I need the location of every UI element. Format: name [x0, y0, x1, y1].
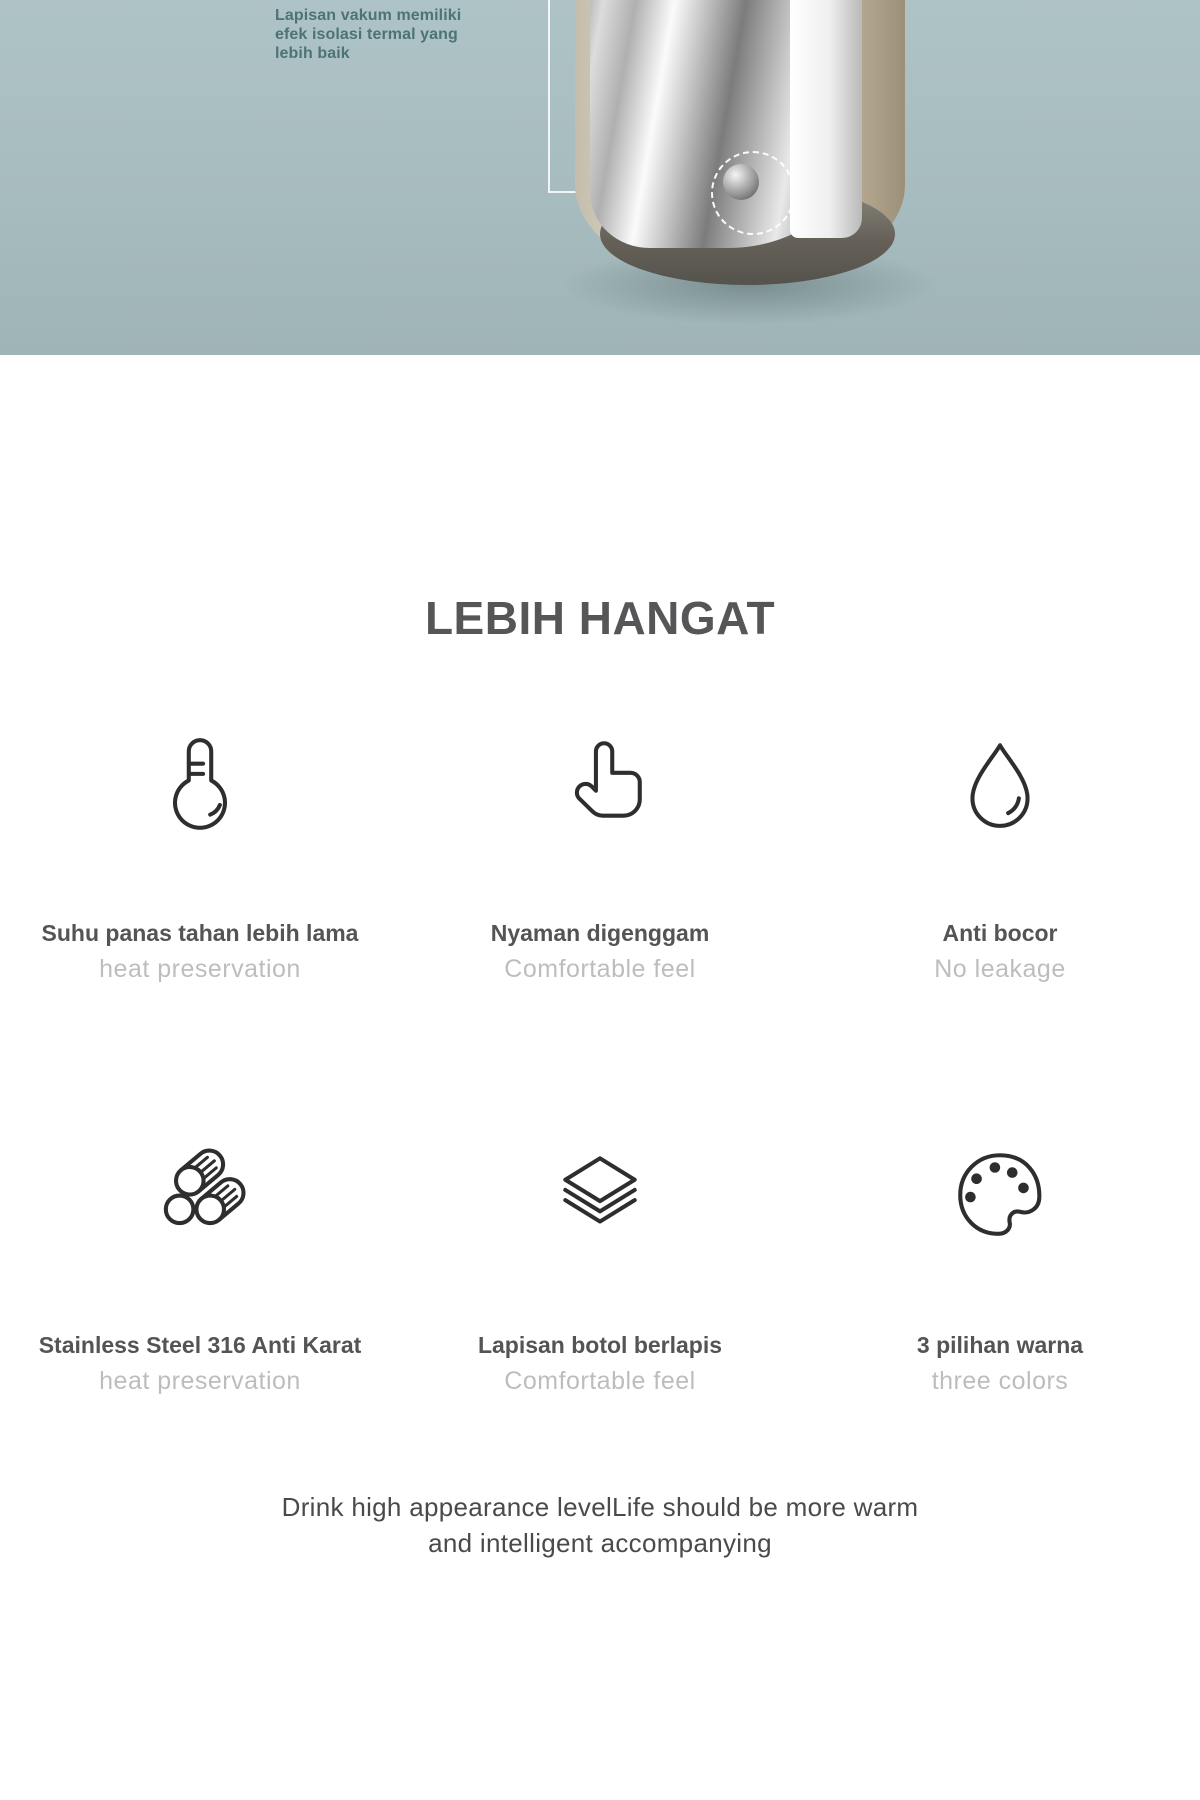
- feature-subtitle: Comfortable feel: [504, 955, 696, 983]
- layers-icon: [400, 1142, 800, 1244]
- feature-item: [800, 1142, 1200, 1396]
- water-drop-icon: [800, 730, 1200, 832]
- feature-title: Nyaman digenggam: [490, 920, 710, 946]
- feature-item: [800, 730, 1200, 984]
- feature-title: Stainless Steel 316 Anti Karat: [38, 1332, 362, 1358]
- footer-tagline-line: and intelligent accompanying: [428, 1528, 772, 1558]
- feature-subtitle: heat preservation: [99, 1367, 301, 1395]
- feature-item: [0, 1142, 400, 1396]
- feature-title: Anti bocor: [942, 920, 1058, 946]
- hero-caption-line: lebih baik: [275, 45, 350, 62]
- footer-tagline: [0, 1489, 1200, 1561]
- feature-title: 3 pilihan warna: [916, 1332, 1084, 1358]
- thermometer-icon: [0, 730, 400, 832]
- flask-inner-wall: [790, 0, 862, 238]
- feature-title: Lapisan botol berlapis: [477, 1332, 723, 1358]
- steel-pipes-icon: [0, 1142, 400, 1244]
- hero-caption: [275, 6, 461, 63]
- feature-item: [400, 1142, 800, 1396]
- feature-grid-row-2: [0, 1142, 1200, 1396]
- feature-item: [400, 730, 800, 984]
- palette-icon: [800, 1142, 1200, 1244]
- feature-subtitle: three colors: [931, 1367, 1069, 1395]
- hero-caption-line: efek isolasi termal yang: [275, 26, 458, 43]
- feature-title: Suhu panas tahan lebih lama: [41, 920, 359, 946]
- vacuum-highlight-circle-icon: [711, 151, 795, 235]
- feature-item: [0, 730, 400, 984]
- feature-subtitle: heat preservation: [99, 955, 301, 983]
- pointing-hand-icon: [400, 730, 800, 832]
- hero-section: [0, 0, 1200, 355]
- footer-tagline-line: Drink high appearance levelLife should be more warm: [281, 1492, 919, 1522]
- feature-subtitle: No leakage: [934, 955, 1066, 983]
- hero-caption-line: Lapisan vakum memiliki: [275, 7, 462, 24]
- page-title: LEBIH HANGAT: [424, 592, 776, 644]
- feature-subtitle: Comfortable feel: [504, 1367, 696, 1395]
- feature-grid-row-1: [0, 730, 1200, 984]
